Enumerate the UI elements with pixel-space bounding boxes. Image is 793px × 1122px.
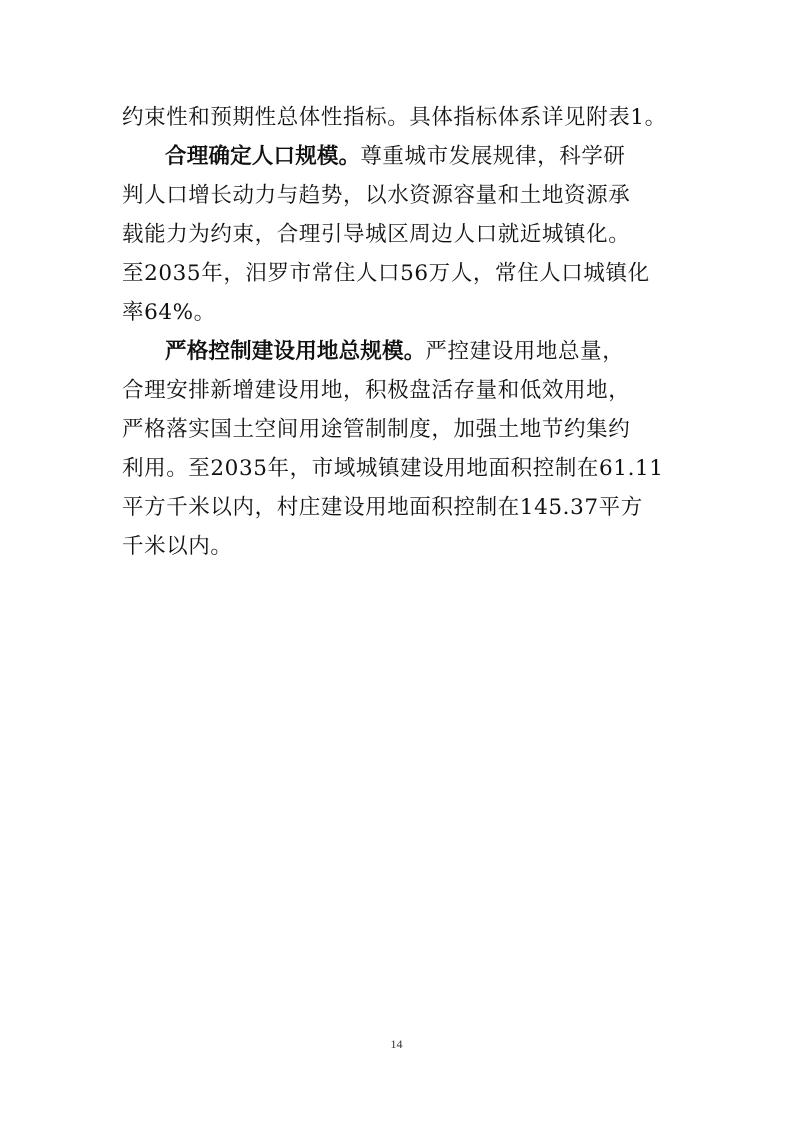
paragraph-line: 至2035年，汨罗市常住人口56万人，常住人口城镇化 bbox=[122, 261, 650, 286]
paragraph-line: 率64%。 bbox=[122, 300, 216, 325]
paragraph-line: 平方千米以内，村庄建设用地面积控制在145.37平方 bbox=[122, 495, 643, 520]
paragraph-line: 载能力为约束，合理引导城区周边人口就近城镇化。 bbox=[122, 222, 631, 247]
page-number: 14 bbox=[390, 1037, 403, 1051]
paragraph-line: 千米以内。 bbox=[122, 534, 233, 559]
paragraph-line: 严控建设用地总量， bbox=[425, 339, 625, 364]
paragraph-line: 约束性和预期性总体性指标。具体指标体系详见附表1。 bbox=[122, 105, 667, 130]
paragraph-line: 判人口增长动力与趋势，以水资源容量和土地资源承 bbox=[122, 183, 631, 208]
heading-population-scale: 合理确定人口规模。 bbox=[165, 144, 361, 169]
body-text bbox=[122, 98, 682, 566]
paragraph-line: 利用。至2035年，市域城镇建设用地面积控制在61.11 bbox=[122, 456, 664, 481]
paragraph-line: 严格落实国土空间用途管制制度，加强土地节约集约 bbox=[122, 417, 631, 442]
paragraph-population-first-line bbox=[122, 137, 682, 176]
heading-construction-land: 严格控制建设用地总规模。 bbox=[165, 339, 426, 364]
paragraph-land-first-line bbox=[122, 332, 682, 371]
paragraph-line: 合理安排新增建设用地，积极盘活存量和低效用地， bbox=[122, 378, 631, 403]
paragraph-line: 尊重城市发展规律，科学研 bbox=[360, 144, 626, 169]
